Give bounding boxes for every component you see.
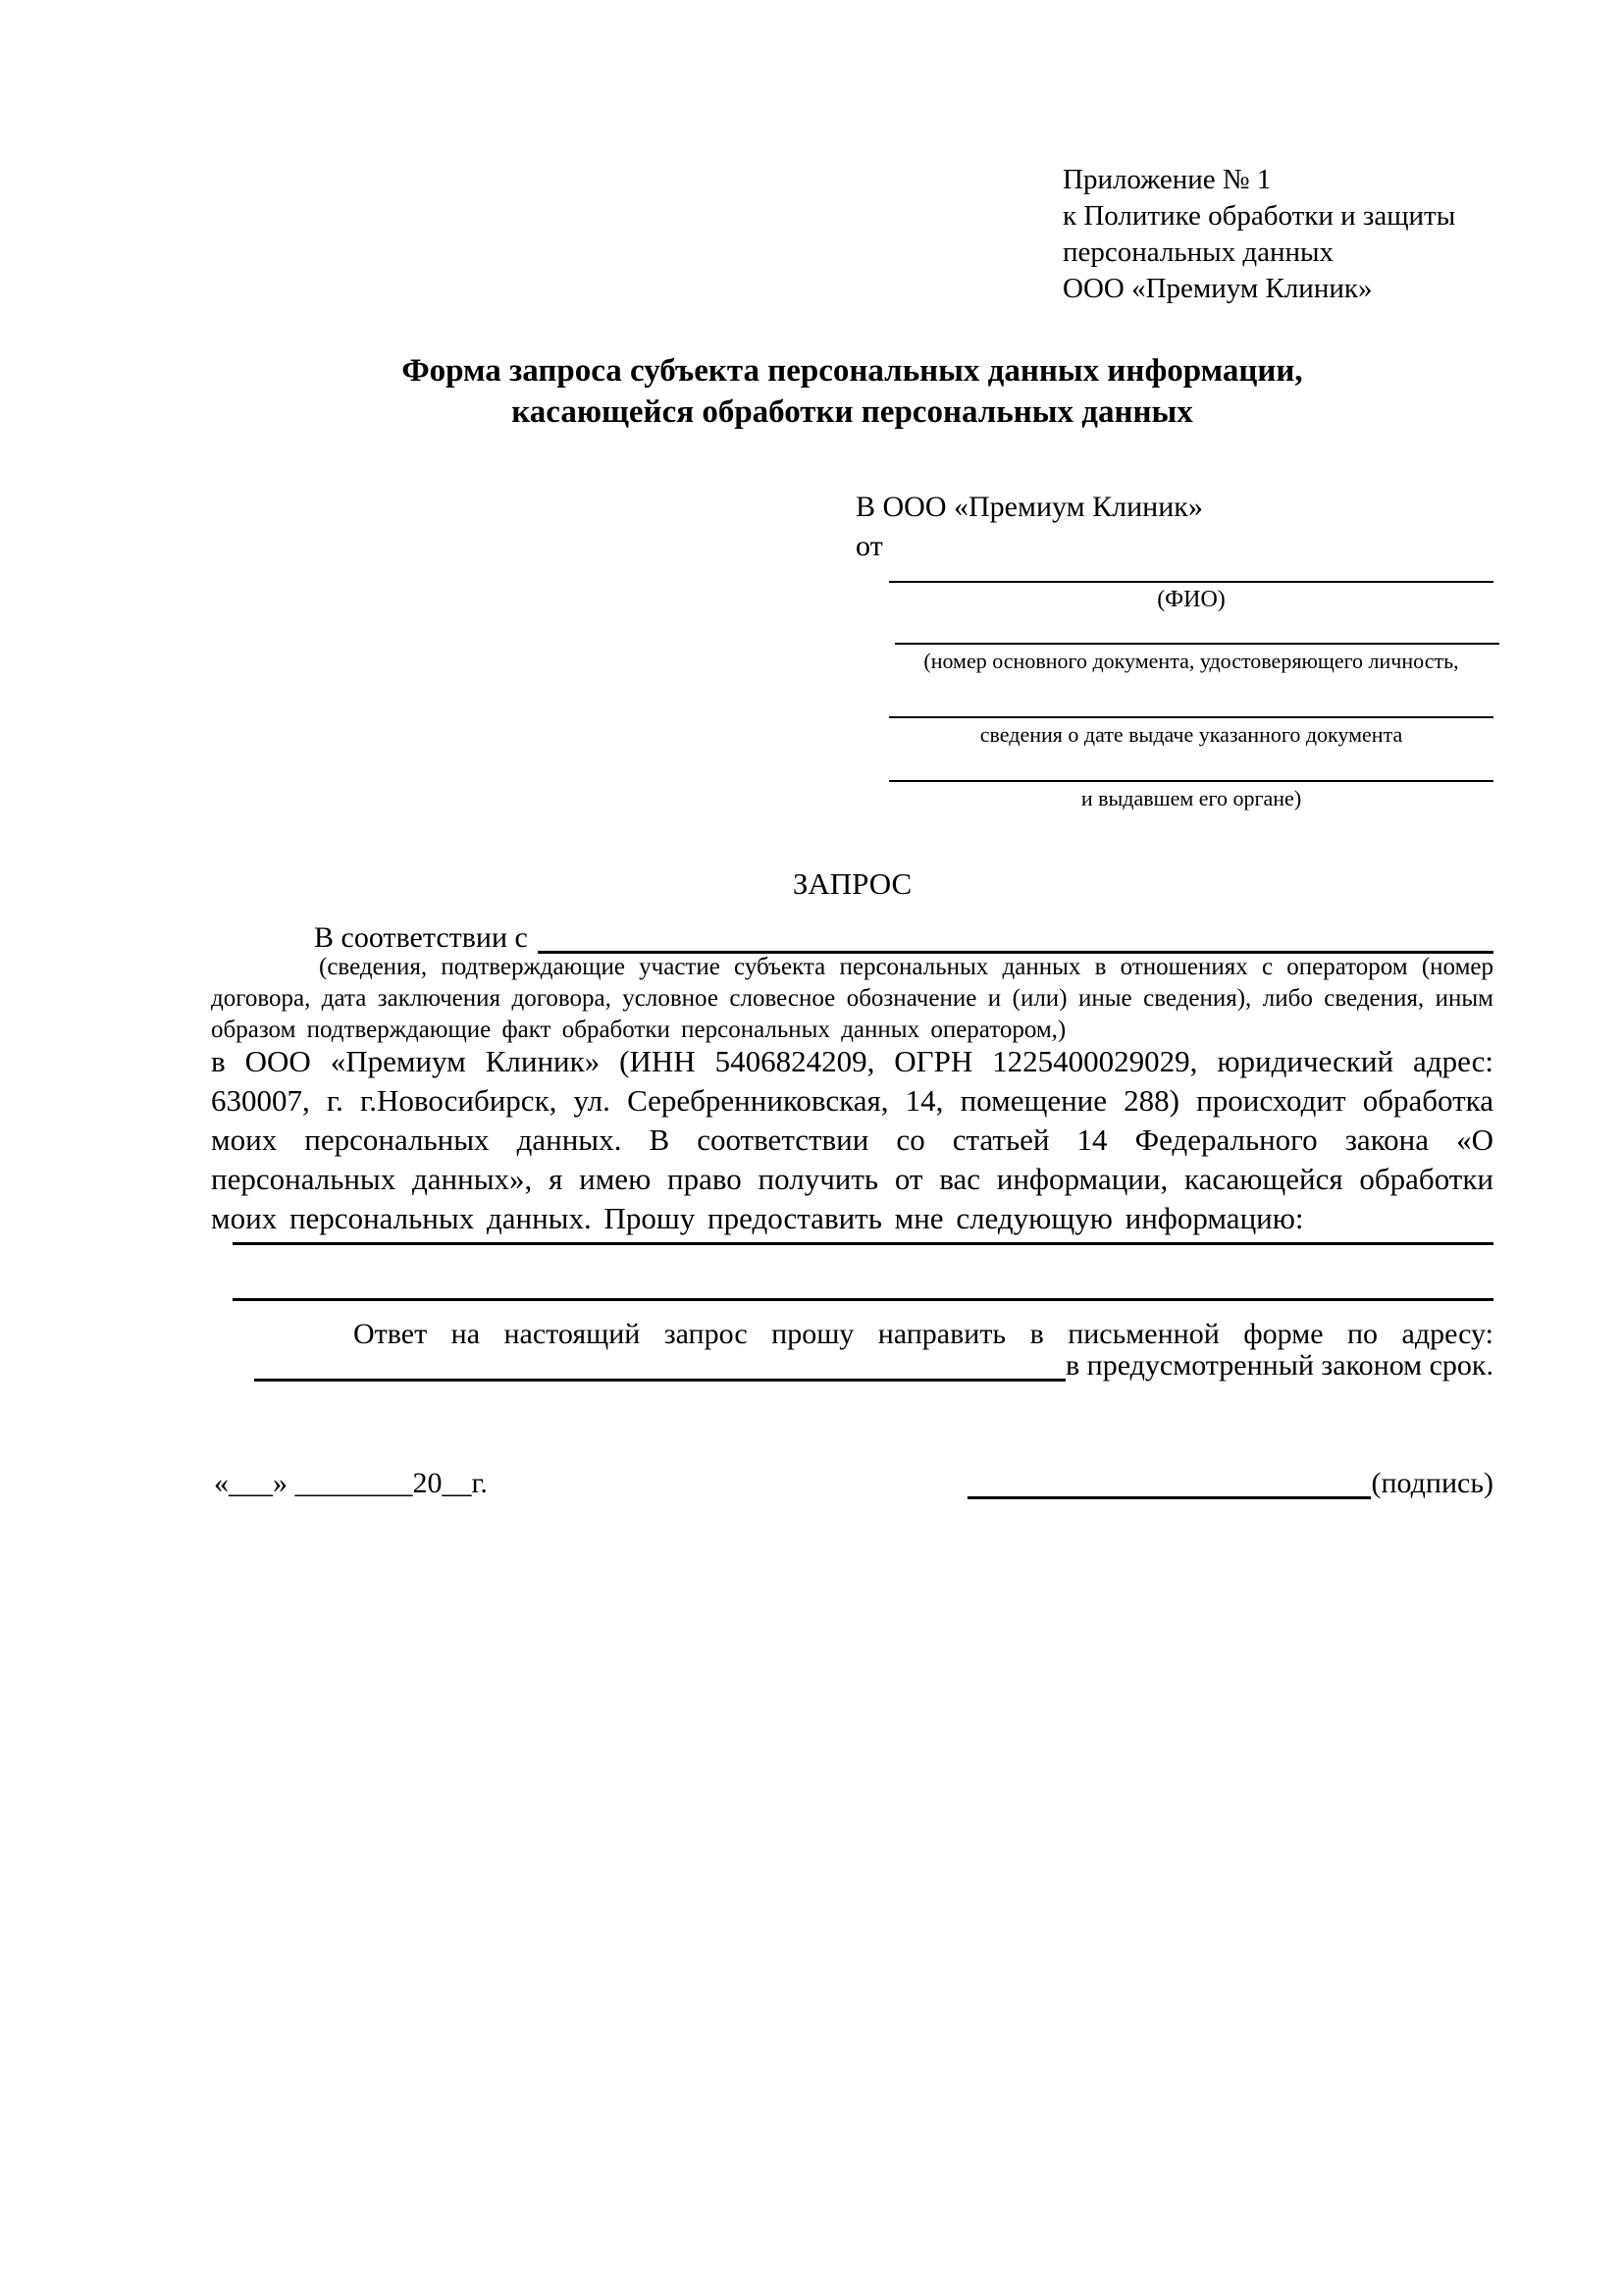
issuing-authority-caption: и выдавшем его органе) xyxy=(1080,786,1302,810)
issuing-authority-blank-line xyxy=(889,780,1493,782)
basis-footnote: (сведения, подтверждающие участие субъекта персональных данных в отношениях с оператором (номер договора, дата заключения договора, условное словесное обозначение и (или) иные сведения), либо сведения, иным образом подтверждающие факт обработки персональных данных оператором,) xyxy=(211,954,1493,1043)
header-note-line-1: Приложение № 1 xyxy=(1063,164,1272,195)
document-number-blank-line xyxy=(895,643,1499,645)
info-blank-line-1 xyxy=(233,1242,1493,1245)
info-blank-line-2 xyxy=(233,1298,1493,1301)
issue-date-caption: сведения о дате выдаче указанного документа xyxy=(979,722,1403,747)
addressee-from-label: от xyxy=(856,530,883,562)
intro-label: В соответствии с xyxy=(314,921,528,954)
document-title-line-1: Форма запроса субъекта персональных данных информации, xyxy=(401,353,1303,389)
addressee-to: В ООО «Премиум Клиник» xyxy=(856,491,1203,523)
reply-instruction: Ответ на настоящий запрос прошу направить в письменной форме по адресу: xyxy=(353,1318,1493,1350)
date-signature-row xyxy=(211,1464,1493,1503)
fio-blank-line xyxy=(889,581,1493,583)
request-heading: ЗАПРОС xyxy=(792,866,913,901)
fio-caption: (ФИО) xyxy=(1157,587,1226,612)
document-title xyxy=(211,350,1493,433)
signature-caption: (подпись) xyxy=(1371,1467,1493,1499)
date-blank: «___» ________20__г. xyxy=(214,1467,488,1499)
request-body-paragraph: в ООО «Премиум Клиник» (ИНН 5406824209, ОГРН 1225400029029, юридический адрес: 630007, г. г.Новосибирск, ул. Серебренниковская, 14, помещение 288) происходит обработка моих персональных данных. В соответствии со статьей 14 Федерального закона «О персональных данных», я имею право получить от вас информации, касающейся обработки моих персональных данных. Прошу предоставить мне следующую информацию: xyxy=(211,1044,1493,1235)
basis-blank-line xyxy=(538,921,1493,954)
signature-blank-line xyxy=(968,1467,1371,1499)
document-title-line-2: касающейся обработки персональных данных xyxy=(511,394,1193,430)
document-number-caption: (номер основного документа, удостоверяющего личность, xyxy=(923,649,1459,673)
reply-instruction-tail: в предусмотренный законом срок. xyxy=(1066,1349,1493,1382)
header-note-line-3: персональных данных xyxy=(1063,236,1335,268)
reply-address-row xyxy=(211,1346,1493,1385)
issue-date-blank-line xyxy=(889,716,1493,718)
header-note-line-2: к Политике обработки и защиты xyxy=(1063,200,1456,232)
addressee-block xyxy=(856,488,1493,566)
header-note-line-4: ООО «Премиум Клиник» xyxy=(1063,273,1373,304)
header-note xyxy=(1063,162,1553,307)
reply-address-blank-line xyxy=(254,1349,1066,1382)
